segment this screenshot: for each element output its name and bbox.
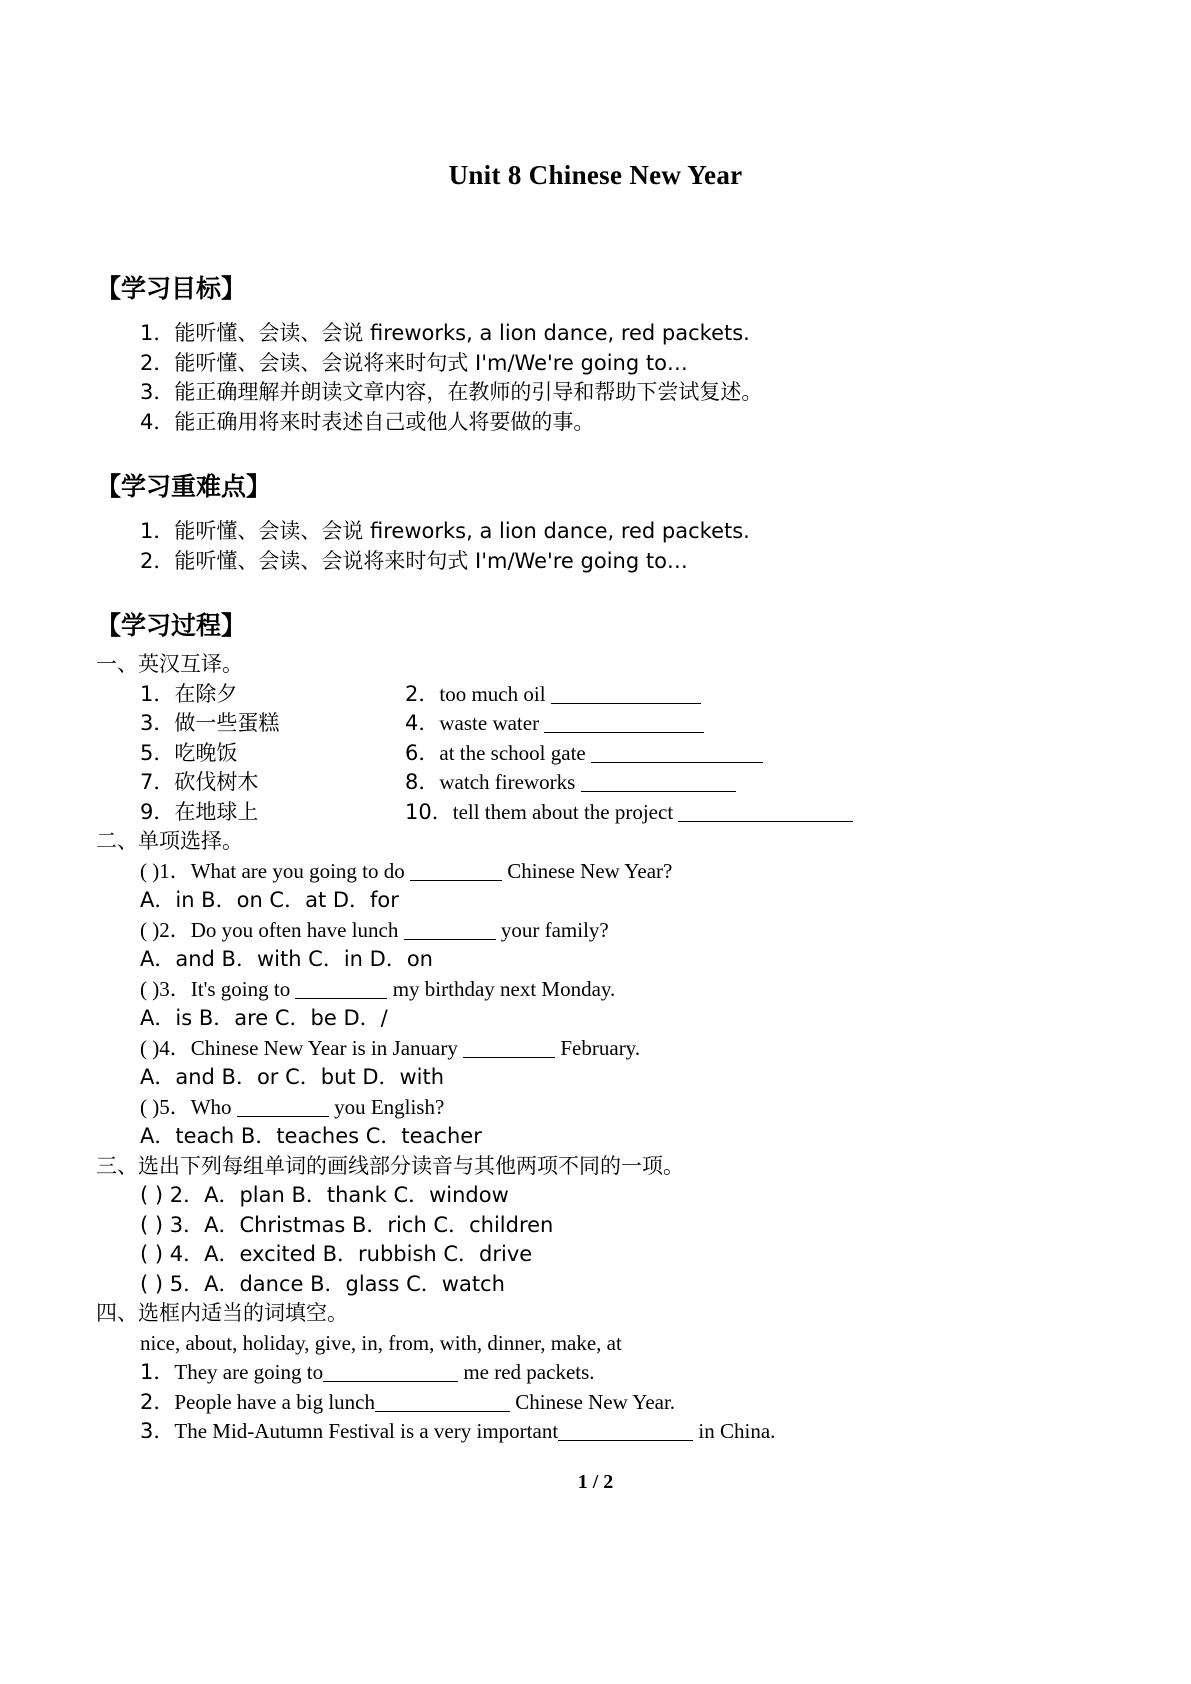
fill-item — [140, 1358, 1191, 1388]
translation-item — [405, 680, 1191, 710]
item-number: 9． — [140, 799, 175, 824]
translation-item — [405, 768, 1191, 798]
question-stem-after: my birthday next Monday. — [387, 976, 616, 1001]
item-number: 8． — [405, 770, 440, 794]
section-one-title: 一、英汉互译。 — [96, 652, 243, 676]
item-number: 7． — [140, 770, 175, 794]
list-item[interactable]: ( ) 4．A．excited B．rubbish C．drive — [140, 1242, 533, 1266]
translation-item — [140, 798, 405, 828]
fill-in-blank-exercise — [0, 1358, 1191, 1447]
item-number: 6． — [405, 740, 440, 765]
list-item[interactable]: ( ) 2．A．plan B．thank C．window — [140, 1183, 509, 1207]
heading-key-difficulties: 【学习重难点】 — [96, 472, 272, 501]
answer-blank[interactable] — [544, 713, 704, 733]
translation-item — [405, 709, 1191, 739]
item-number: 3． — [140, 711, 175, 735]
question-stem-before: ( )2．Do you often have lunch — [140, 917, 404, 942]
mc-options[interactable]: A．teach B．teaches C．teacher — [140, 1124, 482, 1148]
page-number: 1 / 2 — [577, 1471, 614, 1493]
answer-blank[interactable] — [678, 802, 853, 822]
translation-item — [140, 709, 405, 739]
translation-item — [405, 739, 1191, 769]
answer-blank[interactable] — [323, 1362, 458, 1382]
list-item: 2．能听懂、会读、会说将来时句式 I'm/We're going to… — [140, 548, 688, 573]
answer-blank[interactable] — [463, 1038, 555, 1058]
translation-item — [140, 739, 405, 769]
item-text: 吃晚饭 — [174, 740, 238, 765]
sentence-after: me red packets. — [458, 1360, 595, 1384]
translation-exercise — [0, 680, 1191, 828]
mc-question — [140, 1034, 1191, 1064]
sentence-after: in China. — [693, 1419, 776, 1443]
mc-options[interactable]: A．is B．are C．be D．/ — [140, 1006, 388, 1030]
item-number: 1． — [140, 1360, 175, 1384]
item-number: 2． — [405, 681, 440, 706]
item-text: 在地球上 — [174, 799, 259, 824]
answer-blank[interactable] — [581, 772, 736, 792]
mc-options[interactable]: A．and B．with C．in D．on — [140, 947, 433, 971]
section-two-title: 二、单项选择。 — [96, 829, 243, 853]
answer-blank[interactable] — [375, 1392, 510, 1412]
item-text: watch fireworks — [439, 770, 576, 794]
mc-options[interactable]: A．and B．or C．but D．with — [140, 1065, 445, 1089]
multiple-choice-exercise — [0, 857, 1191, 1152]
learning-goals-list — [0, 305, 1191, 437]
page-title: Unit 8 Chinese New Year — [448, 160, 743, 190]
answer-blank[interactable] — [551, 684, 701, 704]
sentence-before: People have a big lunch — [174, 1389, 375, 1414]
section-four-title: 四、选框内适当的词填空。 — [96, 1301, 348, 1325]
table-row — [140, 739, 1191, 769]
item-text: 砍伐树木 — [174, 770, 259, 794]
item-text: 在除夕 — [174, 681, 238, 706]
item-number: 5． — [140, 740, 175, 765]
item-number: 1． — [140, 681, 175, 706]
item-text: waste water — [439, 711, 540, 735]
key-difficulties-list — [0, 503, 1191, 576]
item-text: tell them about the project — [452, 799, 674, 824]
item-number: 2． — [140, 1389, 175, 1414]
word-bank: nice, about, holiday, give, in, from, with, dinner, make, at — [140, 1330, 622, 1355]
table-row — [140, 680, 1191, 710]
list-item: 1．能听懂、会读、会说 fireworks, a lion dance, red packets. — [140, 519, 750, 543]
list-item: 1．能听懂、会读、会说 fireworks, a lion dance, red packets. — [140, 321, 750, 345]
answer-blank[interactable] — [237, 1097, 329, 1117]
list-item[interactable]: ( ) 5．A．dance B．glass C．watch — [140, 1271, 505, 1296]
list-item: 4．能正确用将来时表述自己或他人将要做的事。 — [140, 409, 595, 434]
table-row — [140, 798, 1191, 828]
section-three-title: 三、选出下列每组单词的画线部分读音与其他两项不同的一项。 — [96, 1153, 684, 1178]
question-stem-after: your family? — [495, 917, 609, 942]
answer-blank[interactable] — [295, 979, 387, 999]
fill-item — [140, 1417, 1191, 1447]
question-stem-after: Chinese New Year? — [502, 858, 673, 883]
question-stem-after: February. — [555, 1035, 641, 1060]
item-number: 3． — [140, 1419, 175, 1443]
question-stem-before: ( )1．What are you going to do — [140, 858, 411, 883]
translation-item — [140, 768, 405, 798]
translation-item — [405, 798, 1191, 828]
question-stem-before: ( )5．Who — [140, 1094, 237, 1119]
heading-learning-goals: 【学习目标】 — [96, 274, 247, 303]
answer-blank[interactable] — [404, 920, 496, 940]
list-item: 2．能听懂、会读、会说将来时句式 I'm/We're going to… — [140, 350, 688, 375]
heading-learning-process: 【学习过程】 — [96, 611, 247, 640]
list-item: 3．能正确理解并朗读文章内容，在教师的引导和帮助下尝试复述。 — [140, 380, 763, 404]
sentence-after: Chinese New Year. — [509, 1389, 676, 1414]
translation-item — [140, 680, 405, 710]
mc-question — [140, 975, 1191, 1005]
answer-blank[interactable] — [558, 1421, 693, 1441]
list-item[interactable]: ( ) 3．A．Christmas B．rich C．children — [140, 1212, 554, 1237]
item-number: 4． — [405, 711, 440, 735]
question-stem-after: you English? — [328, 1094, 445, 1119]
item-text: 做一些蛋糕 — [174, 711, 280, 735]
item-text: too much oil — [439, 681, 546, 706]
phonetics-exercise — [0, 1181, 1191, 1299]
mc-question — [140, 857, 1191, 887]
sentence-before: The Mid-Autumn Festival is a very important — [174, 1419, 559, 1443]
item-text: at the school gate — [439, 740, 586, 765]
table-row — [140, 768, 1191, 798]
answer-blank[interactable] — [410, 861, 502, 881]
sentence-before: They are going to — [174, 1360, 324, 1384]
question-stem-before: ( )4．Chinese New Year is in January — [140, 1035, 464, 1060]
fill-item — [140, 1388, 1191, 1418]
item-number: 10． — [405, 799, 453, 824]
question-stem-before: ( )3．It's going to — [140, 976, 296, 1001]
mc-options[interactable]: A．in B．on C．at D．for — [140, 888, 399, 912]
answer-blank[interactable] — [591, 743, 763, 763]
mc-question — [140, 1093, 1191, 1123]
mc-question — [140, 916, 1191, 946]
table-row — [140, 709, 1191, 739]
